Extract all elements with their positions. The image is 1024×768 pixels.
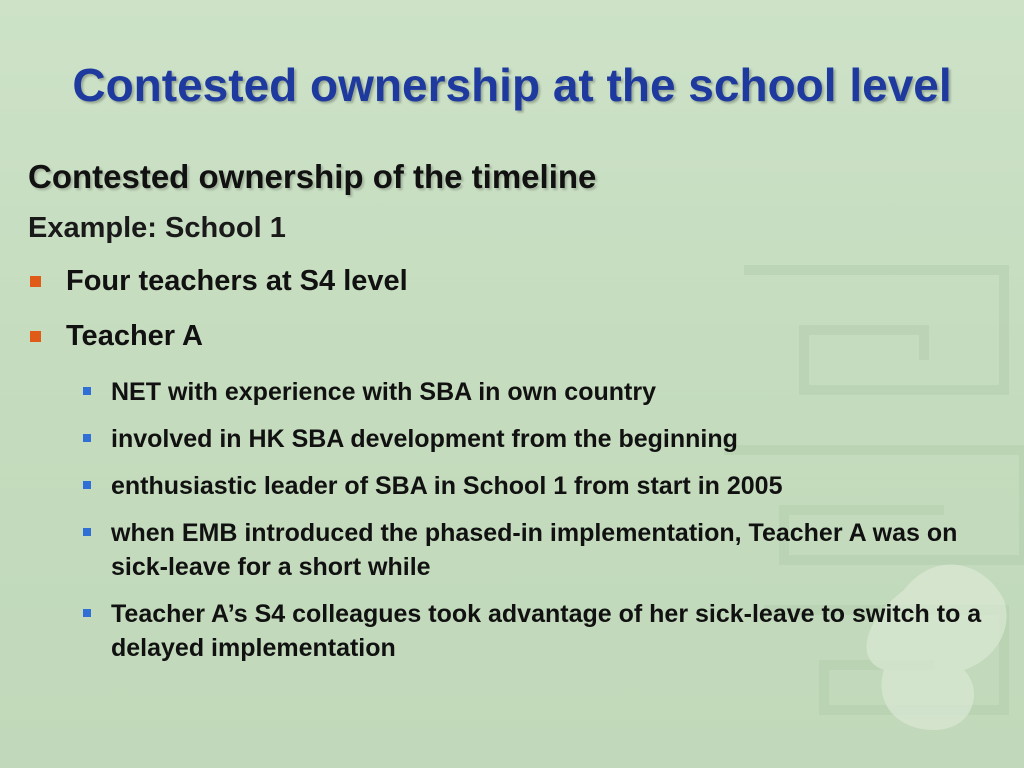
square-bullet-icon <box>83 387 91 395</box>
bullet-text: Four teachers at S4 level <box>66 265 408 297</box>
slide-subtitle: Contested ownership of the timeline <box>28 158 597 195</box>
sub-bullet-text: involved in HK SBA development from the beginning <box>111 425 738 453</box>
square-bullet-icon <box>83 481 91 489</box>
square-bullet-icon <box>83 528 91 536</box>
bullet-list <box>28 265 1008 353</box>
list-item <box>83 375 991 409</box>
list-item <box>83 422 991 456</box>
sub-bullet-text: when EMB introduced the phased-in implementation, Teacher A was on sick-leave for a short while <box>111 519 958 581</box>
bullet-text: Teacher A <box>66 320 203 352</box>
sub-bullet-list <box>28 375 1008 665</box>
list-item <box>83 516 991 584</box>
list-item <box>28 320 1008 353</box>
example-heading: Example: School 1 <box>28 212 286 244</box>
square-bullet-icon <box>30 276 41 287</box>
list-item <box>83 597 991 665</box>
list-item <box>83 469 991 503</box>
list-item <box>28 265 1008 298</box>
sub-bullet-text: enthusiastic leader of SBA in School 1 from start in 2005 <box>111 472 783 500</box>
sub-bullet-text: NET with experience with SBA in own country <box>111 378 656 406</box>
square-bullet-icon <box>30 331 41 342</box>
square-bullet-icon <box>83 609 91 617</box>
slide-title: Contested ownership at the school level <box>72 59 952 111</box>
square-bullet-icon <box>83 434 91 442</box>
slide-content <box>28 158 1008 678</box>
sub-bullet-text: Teacher A’s S4 colleagues took advantage of her sick-leave to switch to a delayed implementation <box>111 600 982 662</box>
